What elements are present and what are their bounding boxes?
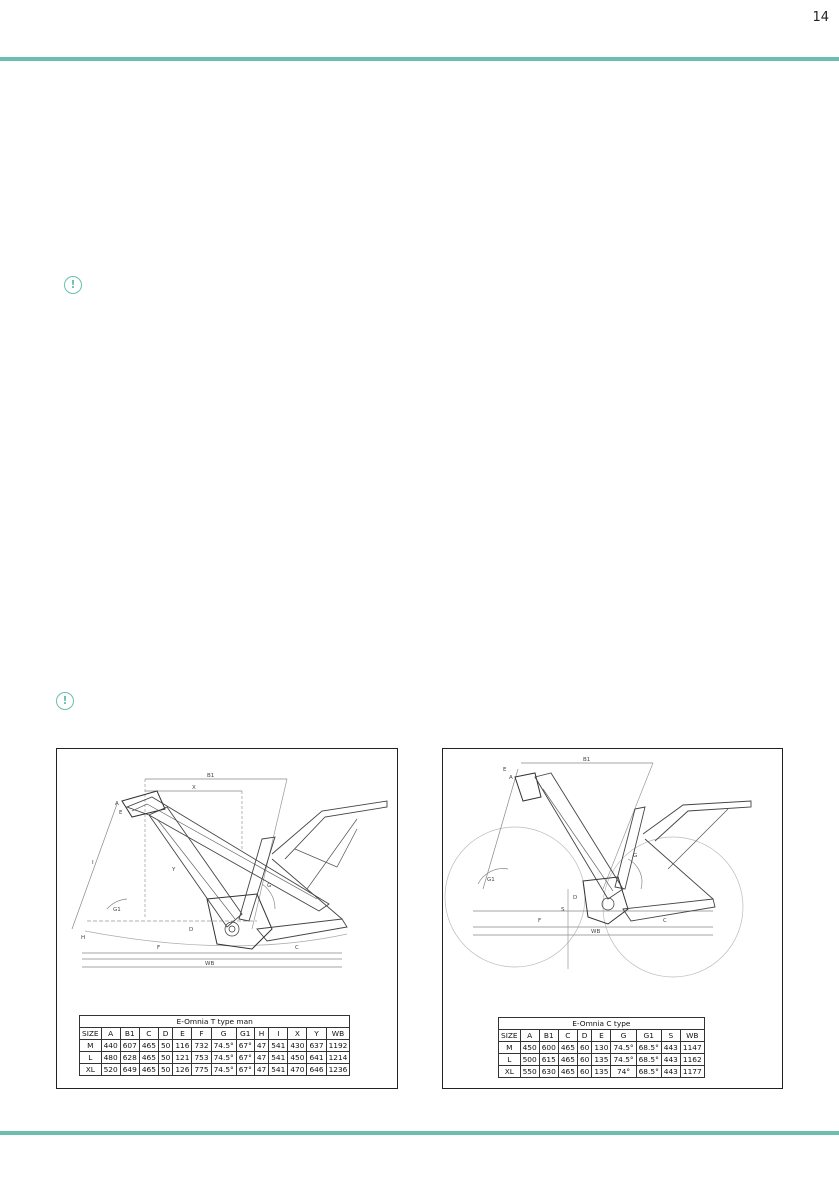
column-header: D — [158, 1028, 172, 1040]
label-d: D — [189, 927, 194, 933]
table-cell: 130 — [592, 1042, 611, 1054]
column-header: A — [520, 1030, 539, 1042]
table-cell: M — [499, 1042, 521, 1054]
table-cell: 637 — [307, 1040, 326, 1052]
exclamation-circle-icon: ! — [64, 276, 82, 294]
label-i: I — [92, 860, 94, 866]
table-cell: 628 — [120, 1052, 139, 1064]
label-g1: G1 — [113, 907, 121, 913]
geometry-table-c-type — [498, 1017, 705, 1078]
table-cell: 50 — [158, 1052, 172, 1064]
label-g: G — [633, 853, 638, 859]
column-header: SIZE — [499, 1030, 521, 1042]
table-cell: 465 — [558, 1066, 577, 1078]
table-cell: 60 — [577, 1066, 591, 1078]
column-header: SIZE — [80, 1028, 102, 1040]
table-caption: E-Omnia C type — [498, 1017, 705, 1029]
label-wb: WB — [205, 961, 215, 967]
table-cell: 68.5° — [636, 1054, 661, 1066]
table-cell: 541 — [269, 1040, 288, 1052]
table-cell: 450 — [520, 1042, 539, 1054]
geometry-table-t-type — [79, 1015, 350, 1076]
label-g1: G1 — [487, 877, 495, 883]
table-cell: 541 — [269, 1052, 288, 1064]
table-row — [499, 1066, 705, 1078]
table-cell: 50 — [158, 1064, 172, 1076]
table-cell: 68.5° — [636, 1066, 661, 1078]
table-cell: 649 — [120, 1064, 139, 1076]
table-cell: 67° — [236, 1052, 254, 1064]
table-cell: 74.5° — [211, 1052, 236, 1064]
label-h: H — [81, 935, 86, 941]
table-cell: 1236 — [326, 1064, 350, 1076]
table-cell: 68.5° — [636, 1042, 661, 1054]
table-cell: 50 — [158, 1040, 172, 1052]
label-f: F — [538, 918, 542, 924]
table-cell: 465 — [139, 1064, 158, 1076]
exclamation-circle-icon: ! — [56, 692, 74, 710]
label-b1: B1 — [207, 773, 215, 779]
column-header: E — [173, 1028, 192, 1040]
column-header: H — [254, 1028, 268, 1040]
table-cell: M — [80, 1040, 102, 1052]
table-cell: 630 — [539, 1066, 558, 1078]
figure-e-omnia-c-type — [442, 748, 783, 1089]
column-header: G — [211, 1028, 236, 1040]
table-cell: 480 — [101, 1052, 120, 1064]
table-cell: 121 — [173, 1052, 192, 1064]
table-cell: 465 — [139, 1052, 158, 1064]
label-x: X — [192, 785, 196, 791]
column-header: WB — [680, 1030, 704, 1042]
label-s: S — [561, 907, 565, 913]
table-cell: 550 — [520, 1066, 539, 1078]
label-g: G — [267, 883, 272, 889]
column-header: A — [101, 1028, 120, 1040]
table-cell: XL — [499, 1066, 521, 1078]
column-header: G1 — [236, 1028, 254, 1040]
label-e: E — [119, 810, 123, 816]
table-cell: 126 — [173, 1064, 192, 1076]
column-header: I — [269, 1028, 288, 1040]
table-cell: 600 — [539, 1042, 558, 1054]
table-cell: 116 — [173, 1040, 192, 1052]
column-header: G1 — [636, 1030, 661, 1042]
table-row — [80, 1040, 350, 1052]
column-header: B1 — [539, 1030, 558, 1042]
table-cell: 732 — [192, 1040, 211, 1052]
table-row — [80, 1064, 350, 1076]
label-d: D — [573, 895, 578, 901]
label-wb: WB — [591, 929, 601, 935]
label-a: A — [115, 801, 119, 807]
column-header: C — [139, 1028, 158, 1040]
table-cell: 607 — [120, 1040, 139, 1052]
table-caption: E-Omnia T type man — [79, 1015, 350, 1027]
table-cell: 500 — [520, 1054, 539, 1066]
table-cell: 470 — [288, 1064, 307, 1076]
table-cell: 615 — [539, 1054, 558, 1066]
column-header: Y — [307, 1028, 326, 1040]
table-cell: 74.5° — [611, 1042, 636, 1054]
table-cell: 60 — [577, 1054, 591, 1066]
table-cell: 1214 — [326, 1052, 350, 1064]
column-header: WB — [326, 1028, 350, 1040]
table-cell: 1177 — [680, 1066, 704, 1078]
column-header: C — [558, 1030, 577, 1042]
label-a: A — [509, 775, 513, 781]
table-cell: 541 — [269, 1064, 288, 1076]
table-cell: 443 — [661, 1054, 680, 1066]
table-cell: 67° — [236, 1040, 254, 1052]
figure-e-omnia-t-type-man — [56, 748, 398, 1089]
table-cell: 67° — [236, 1064, 254, 1076]
table-cell: 443 — [661, 1066, 680, 1078]
table-cell: L — [499, 1054, 521, 1066]
table-cell: 465 — [558, 1042, 577, 1054]
column-header: X — [288, 1028, 307, 1040]
table-cell: 443 — [661, 1042, 680, 1054]
table-cell: 641 — [307, 1052, 326, 1064]
label-f: F — [157, 945, 161, 951]
column-header: D — [577, 1030, 591, 1042]
table-cell: 74.5° — [211, 1040, 236, 1052]
table-cell: 74.5° — [211, 1064, 236, 1076]
column-header: F — [192, 1028, 211, 1040]
table-cell: 74.5° — [611, 1054, 636, 1066]
table-cell: 135 — [592, 1054, 611, 1066]
table-cell: 47 — [254, 1040, 268, 1052]
label-c: C — [295, 945, 299, 951]
table-cell: L — [80, 1052, 102, 1064]
table-cell: 1147 — [680, 1042, 704, 1054]
label-e: E — [503, 767, 507, 773]
label-c: C — [663, 918, 667, 924]
table-cell: 1192 — [326, 1040, 350, 1052]
table-row — [499, 1042, 705, 1054]
table-cell: 1162 — [680, 1054, 704, 1066]
table-cell: 646 — [307, 1064, 326, 1076]
column-header: E — [592, 1030, 611, 1042]
table-cell: XL — [80, 1064, 102, 1076]
header-rule — [0, 57, 839, 61]
column-header: S — [661, 1030, 680, 1042]
column-header: B1 — [120, 1028, 139, 1040]
table-cell: 465 — [139, 1040, 158, 1052]
label-y: Y — [172, 867, 176, 873]
footer-rule — [0, 1131, 839, 1135]
table-cell: 465 — [558, 1054, 577, 1066]
table-cell: 74° — [611, 1066, 636, 1078]
table-row — [499, 1054, 705, 1066]
label-b1: B1 — [583, 757, 591, 763]
table-row — [80, 1052, 350, 1064]
table-cell: 775 — [192, 1064, 211, 1076]
table-cell: 135 — [592, 1066, 611, 1078]
table-cell: 520 — [101, 1064, 120, 1076]
table-cell: 47 — [254, 1064, 268, 1076]
column-header: G — [611, 1030, 636, 1042]
table-cell: 450 — [288, 1052, 307, 1064]
table-cell: 440 — [101, 1040, 120, 1052]
table-cell: 430 — [288, 1040, 307, 1052]
page-number: 14 — [812, 10, 829, 25]
table-cell: 753 — [192, 1052, 211, 1064]
table-cell: 47 — [254, 1052, 268, 1064]
table-cell: 60 — [577, 1042, 591, 1054]
